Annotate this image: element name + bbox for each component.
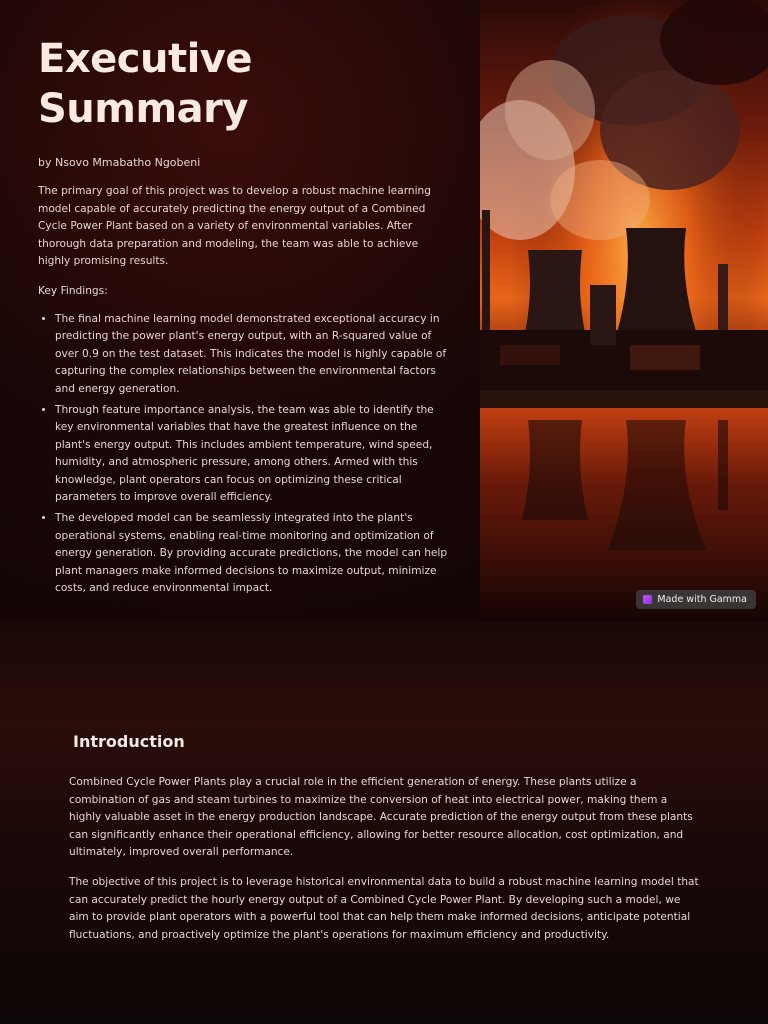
key-findings-list <box>38 311 448 598</box>
introduction-body <box>69 774 699 956</box>
finding-item-2: • Through feature importance analysis, the team was able to identify the key environmental variables that have the greatest influence on the plant's energy output. This includes ambient temperature, wind speed, humidity, and atmospheric pressure, among others. Armed with this knowledge, plant operators can focus on optimizing these critical parameters to improve overall efficiency. <box>55 402 448 506</box>
power-plant-image <box>480 0 768 622</box>
title-line-2: Summary <box>38 86 248 132</box>
introduction-heading: Introduction <box>73 732 185 751</box>
finding-item-1: • The final machine learning model demonstrated exceptional accuracy in predicting the power plant's energy output, with an R-squared value of over 0.9 on the test dataset. This indicates the model is highly capable of capturing the complex relationships between the environmental factors and energy generation. <box>55 311 448 398</box>
summary-paragraph: The primary goal of this project was to develop a robust machine learning model capable of accurately predicting the energy output of a Combined Cycle Power Plant based on a variety of environmental variables. After thorough data preparation and modeling, the team was able to achieve highly promising results. <box>38 185 431 268</box>
key-findings-label: Key Findings: <box>38 284 108 297</box>
gamma-logo-icon <box>643 595 652 604</box>
introduction-paragraph-1: Combined Cycle Power Plants play a crucial role in the efficient generation of energy. These plants utilize a combination of gas and steam turbines to maximize the conversion of heat into electrical power, making them a highly valuable asset in the energy production landscape. Accurate prediction of the energy output from these plants can significantly enhance their operational efficiency, allowing for better resource allocation, cost optimization, and ultimately, improved overall performance. <box>69 776 693 859</box>
introduction-slide <box>0 622 768 1024</box>
page-title <box>38 34 448 134</box>
title-line-1: Executive <box>38 36 252 82</box>
made-with-gamma-badge[interactable] <box>636 590 756 609</box>
power-plant-illustration <box>480 0 768 622</box>
finding-item-3: • The developed model can be seamlessly integrated into the plant's operational systems, enabling real-time monitoring and optimization of energy generation. By providing accurate predictions, the model can help plant managers make informed decisions to maximize output, minimize costs, and reduce environmental impact. <box>55 510 448 597</box>
introduction-paragraph-2: The objective of this project is to leverage historical environmental data to build a robust machine learning model that can accurately predict the hourly energy output of a Combined Cycle Power Plant. By developing such a model, we aim to provide plant operators with a powerful tool that can help them make informed decisions, anticipate potential fluctuations, and proactively optimize the plant's operations for maximum efficiency and productivity. <box>69 875 699 941</box>
badge-label: Made with Gamma <box>657 594 747 605</box>
author-byline: by Nsovo Mmabatho Ngobeni <box>38 156 201 169</box>
summary-text-column <box>38 34 448 601</box>
